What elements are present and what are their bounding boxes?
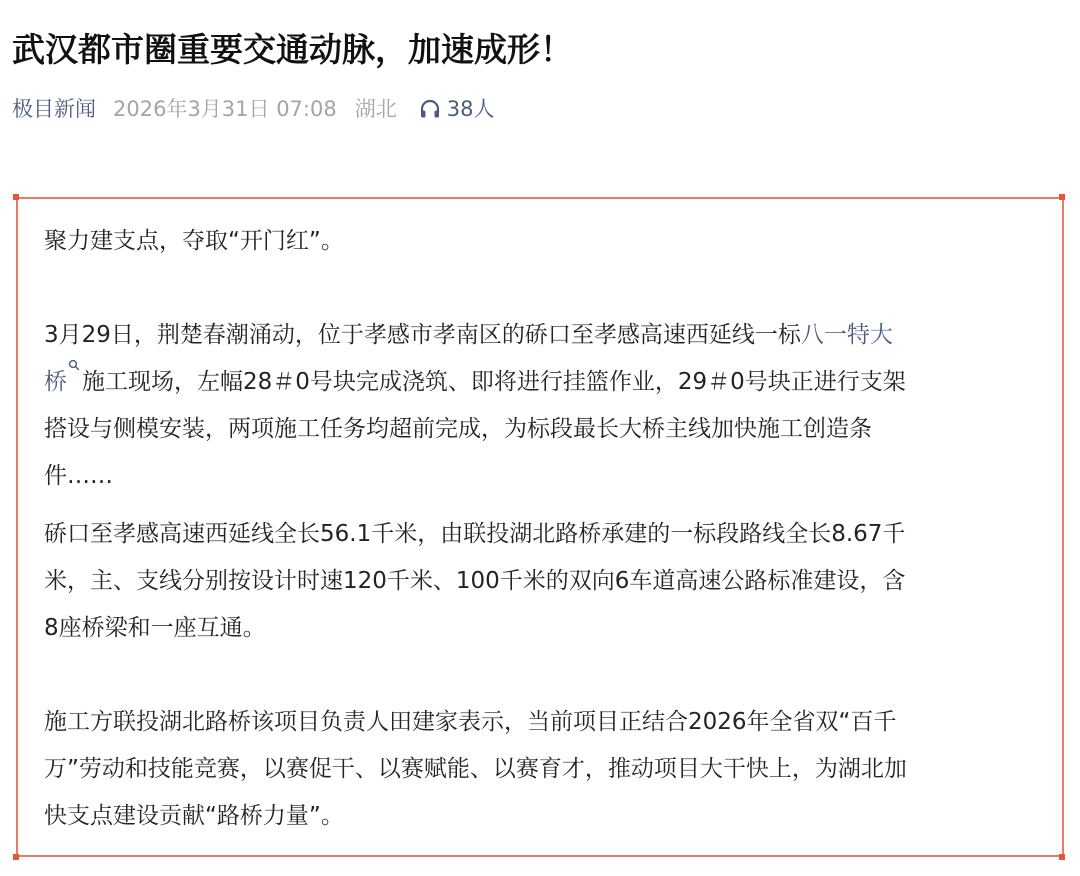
frame-corner-handle[interactable] — [13, 854, 19, 860]
frame-corner-handle[interactable] — [1059, 854, 1065, 860]
source-link[interactable]: 极目新闻 — [12, 97, 96, 121]
region-label: 湖北 — [354, 97, 397, 121]
frame-corner-handle[interactable] — [1059, 194, 1065, 200]
search-icon[interactable] — [68, 359, 80, 373]
headphones-icon — [419, 98, 441, 120]
paragraph: 施工方联投湖北路桥该项目负责人田建家表示，当前项目正结合2026年全省双“百千 万”劳动和技能竞赛，以赛促干、以赛赋能、以赛育才，推动项目大干快上，为湖北加 快支点建设贡献“路桥力量”。 — [44, 709, 907, 829]
keyword-link-bayi-bridge[interactable]: 八一特大 — [800, 322, 893, 348]
frame-corner-handle[interactable] — [13, 194, 19, 200]
paragraph: 硚口至孝感高速西延线全长56.1千米，由联投湖北路桥承建的一标段路线全长8.67千 米，主、支线分别按设计时速120千米、100千米的双向6车道高速公路标准建设，含 8座桥梁和一座互通。 — [44, 521, 906, 641]
paragraph: 3月29日，荆楚春潮涌动，位于孝感市孝南区的硚口至孝感高速西延线一标八一特大 桥 施工现场，左幅28＃0号块完成浇筑、即将进行挂篮作业，29＃0号块正进行支架 搭设与侧模安装，两项施工任务均超前完成，为标段最长大桥主线加快施工创造条 件…… — [44, 322, 906, 489]
publish-time: 2026年3月31日 07:08 — [113, 97, 337, 121]
article-title: 武汉都市圈重要交通动脉，加速成形！ — [12, 30, 573, 69]
paragraph: 聚力建支点，夺取“开门红”。 — [44, 228, 344, 254]
article-meta — [12, 92, 494, 126]
listen-button[interactable] — [419, 92, 495, 126]
keyword-link-bayi-bridge[interactable]: 桥 — [44, 369, 67, 395]
listener-count: 38人 — [446, 97, 495, 121]
